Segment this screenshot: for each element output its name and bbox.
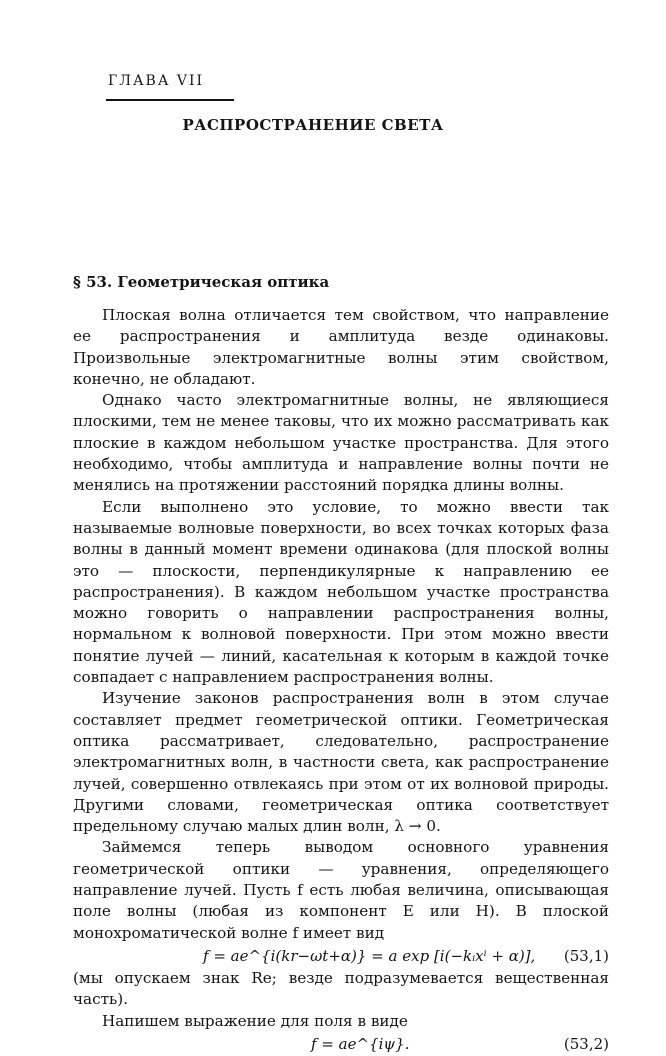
section-heading: § 53. Геометрическая оптика: [73, 273, 330, 291]
paragraph-1: Плоская волна отличается тем свойством, что направление ее распространения и амплитуда везде одинаковы. Произвольные электромагнитные волны этим свойством, конечно, не обладают.: [73, 306, 609, 388]
formula-53-1-number: (53,1): [563, 946, 609, 965]
paragraph-2: Однако часто электромагнитные волны, не являющиеся плоскими, тем не менее таковы, что их можно рассматривать как плоские в каждом небольшом участке пространства. Для этого необходимо, чтобы амплитуда и направление волны почти не менялись на протяжении расстояний порядка длины волны.: [73, 391, 609, 495]
formula-53-1: [73, 944, 609, 968]
formula-53-2: [73, 1032, 609, 1056]
paragraph-6: (мы опускаем знак Re; везде подразумевается вещественная часть).: [73, 968, 609, 1009]
paragraph-3: Если выполнено это условие, то можно ввести так называемые волновые поверхности, во всех точках которых фаза волны в данный момент времени одинакова (для плоской волны это — плоскости, перпендикулярные к направлению ее распространения). В каждом небольшом участке пространства можно говорить о направлении распространения волны, нормальном к волновой поверхности. При этом можно ввести понятие лучей — линий, касательная к которым в каждой точке совпадает с направлением распространения волны.: [73, 497, 609, 687]
body-text: [73, 305, 609, 1056]
formula-53-2-number: (53,2): [563, 1034, 609, 1053]
formula-53-1-expression: f = ae^{i(kr−ωt+α)} = a exp [i(−kᵢxⁱ + α)],: [203, 946, 536, 965]
paragraph-7: Напишем выражение для поля в виде: [102, 1011, 408, 1030]
paragraph-4: Изучение законов распространения волн в этом случае составляет предмет геометрической оптики. Геометрическая оптика рассматривает, следовательно, распространение электромагнитных волн, в частности света, как распространение лучей, совершенно отвлекаясь при этом от их волновой природы. Другими словами, геометрическая оптика соответствует предельному случаю малых длин волн, λ → 0.: [73, 689, 609, 836]
chapter-label: ГЛАВА VII: [108, 73, 205, 89]
chapter-rule: [106, 99, 234, 101]
chapter-title: РАСПРОСТРАНЕНИЕ СВЕТА: [182, 116, 444, 134]
paragraph-5: Займемся теперь выводом основного уравнения геометрической оптики — уравнения, определяющего направление лучей. Пусть f есть любая величина, описывающая поле волны (любая из компонент E или H). В плоской монохроматической волне f имеет вид: [73, 838, 609, 942]
formula-53-2-expression: f = ae^{iψ}.: [311, 1034, 410, 1053]
